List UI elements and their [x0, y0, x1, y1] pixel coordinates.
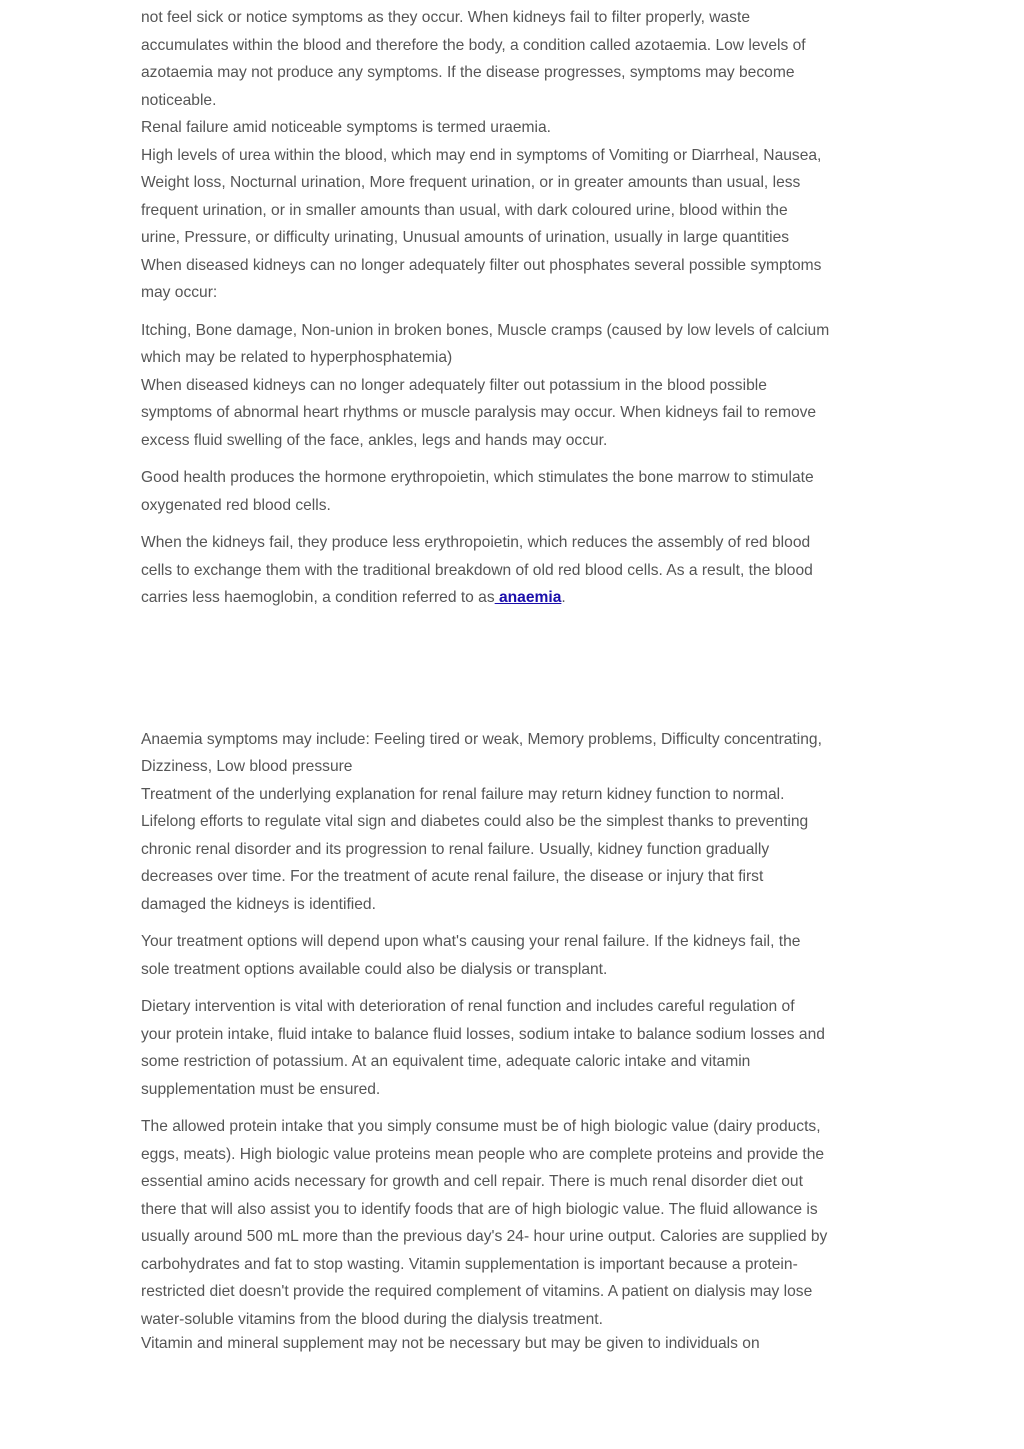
text-line: Weight loss, Nocturnal urination, More frequent urination, or in greater amounts than usual, less [141, 174, 801, 191]
spacer [141, 612, 881, 726]
text-line: excess fluid swelling of the face, ankles, legs and hands may occur. [141, 431, 608, 449]
text-line: some restriction of potassium. At an equivalent time, adequate caloric intake and vitamin [141, 1053, 751, 1070]
spacer [141, 307, 881, 317]
text-line: oxygenated red blood cells. [141, 496, 331, 514]
text-line: not feel sick or notice symptoms as they occur. When kidneys fail to filter properly, waste [141, 9, 750, 26]
paragraph-uraemia [141, 114, 881, 142]
text-line: When the kidneys fail, they produce less erythropoietin, which reduces the assembly of red blood [141, 534, 811, 551]
text-line: Good health produces the hormone erythropoietin, which stimulates the bone marrow to stimulate [141, 469, 814, 486]
text-line: noticeable. [141, 91, 217, 109]
text-line: sole treatment options available could also be dialysis or transplant. [141, 960, 608, 978]
paragraph-azotaemia [141, 4, 881, 114]
text-line: your protein intake, fluid intake to balance fluid losses, sodium intake to balance sodium losses and [141, 1025, 825, 1043]
spacer [141, 1103, 881, 1113]
text-line: Dietary intervention is vital with deterioration of renal function and includes careful regulation of [141, 998, 795, 1015]
text-line [141, 584, 881, 612]
text-line: Itching, Bone damage, Non-union in broken bones, Muscle cramps (caused by low levels of calcium [141, 321, 830, 339]
paragraph-itching [141, 317, 881, 372]
paragraph-anaemia-symptoms [141, 726, 881, 781]
text-line: symptoms of abnormal heart rhythms or muscle paralysis may occur. When kidneys fail to remove [141, 404, 817, 421]
paragraph-protein-intake [141, 1113, 881, 1333]
text-line: chronic renal disorder and its progression to renal failure. Usually, kidney function gradually [141, 840, 770, 858]
text-line: Treatment of the underlying explanation for renal failure may return kidney function to normal. [141, 785, 785, 803]
text-line: water-soluble vitamins from the blood during the dialysis treatment. [141, 1310, 603, 1328]
paragraph-potassium [141, 372, 881, 455]
text-line: Dizziness, Low blood pressure [141, 758, 353, 775]
text-fragment: . [561, 589, 566, 606]
text-line: Vitamin and mineral supplement may not be necessary but may be given to individuals on [141, 1335, 760, 1352]
spacer [141, 918, 881, 928]
paragraph-treatment [141, 781, 881, 919]
text-line: azotaemia may not produce any symptoms. If the disease progresses, symptoms may become [141, 64, 795, 81]
text-line: Anaemia symptoms may include: Feeling tired or weak, Memory problems, Difficulty concentrating, [141, 730, 822, 748]
spacer [141, 519, 881, 529]
text-line: which may be related to hyperphosphatemia) [141, 349, 453, 366]
text-line: Renal failure amid noticeable symptoms is termed uraemia. [141, 119, 551, 136]
paragraph-kidneys-fail [141, 529, 881, 612]
text-line: The allowed protein intake that you simply consume must be of high biologic value (dairy products, [141, 1118, 821, 1135]
paragraph-phosphates [141, 252, 881, 307]
text-line: usually around 500 mL more than the previous day's 24- hour urine output. Calories are supplied by [141, 1228, 828, 1245]
text-line: damaged the kidneys is identified. [141, 895, 376, 913]
paragraph-dietary-intervention [141, 993, 881, 1103]
spacer [141, 983, 881, 993]
text-line: accumulates within the blood and therefore the body, a condition called azotaemia. Low levels of [141, 36, 806, 54]
text-line: urine, Pressure, or difficulty urinating, Unusual amounts of urination, usually in large quantities [141, 229, 790, 246]
text-line: When diseased kidneys can no longer adequately filter out potassium in the blood possible [141, 376, 767, 394]
text-line: cells to exchange them with the traditional breakdown of old red blood cells. As a result, the blood [141, 561, 813, 579]
text-line: When diseased kidneys can no longer adequately filter out phosphates several possible symptoms [141, 256, 822, 274]
text-line: there that will also assist you to identify foods that are of high biologic value. The fluid allowance is [141, 1200, 818, 1218]
paragraph-treatment-options [141, 928, 881, 983]
text-line: Your treatment options will depend upon what's causing your renal failure. If the kidneys fail, the [141, 933, 801, 950]
text-line: High levels of urea within the blood, which may end in symptoms of Vomiting or Diarrheal, Nausea, [141, 146, 822, 164]
text-line: Lifelong efforts to regulate vital sign and diabetes could also be the simplest thanks to preventing [141, 813, 809, 830]
anaemia-link[interactable]: anaemia [494, 589, 562, 606]
spacer [141, 454, 881, 464]
text-line: essential amino acids necessary for growth and cell repair. There is much renal disorder diet out [141, 1173, 803, 1190]
text-fragment: carries less haemoglobin, a condition referred to as [141, 589, 495, 606]
text-line: eggs, meats). High biologic value proteins mean people who are complete proteins and provide the [141, 1145, 825, 1163]
text-line: carbohydrates and fat to stop wasting. Vitamin supplementation is important because a protein- [141, 1255, 798, 1273]
paragraph-erythropoietin [141, 464, 881, 519]
text-line: supplementation must be ensured. [141, 1080, 381, 1098]
text-line: may occur: [141, 284, 218, 301]
text-line: decreases over time. For the treatment of acute renal failure, the disease or injury that first [141, 868, 764, 885]
text-line: frequent urination, or in smaller amounts than usual, with dark coloured urine, blood within the [141, 201, 788, 219]
document-body [141, 4, 881, 1358]
text-line: restricted diet doesn't provide the required complement of vitamins. A patient on dialysis may lose [141, 1283, 813, 1300]
paragraph-vitamin-supplement [141, 1330, 881, 1358]
paragraph-urea-symptoms [141, 142, 881, 252]
